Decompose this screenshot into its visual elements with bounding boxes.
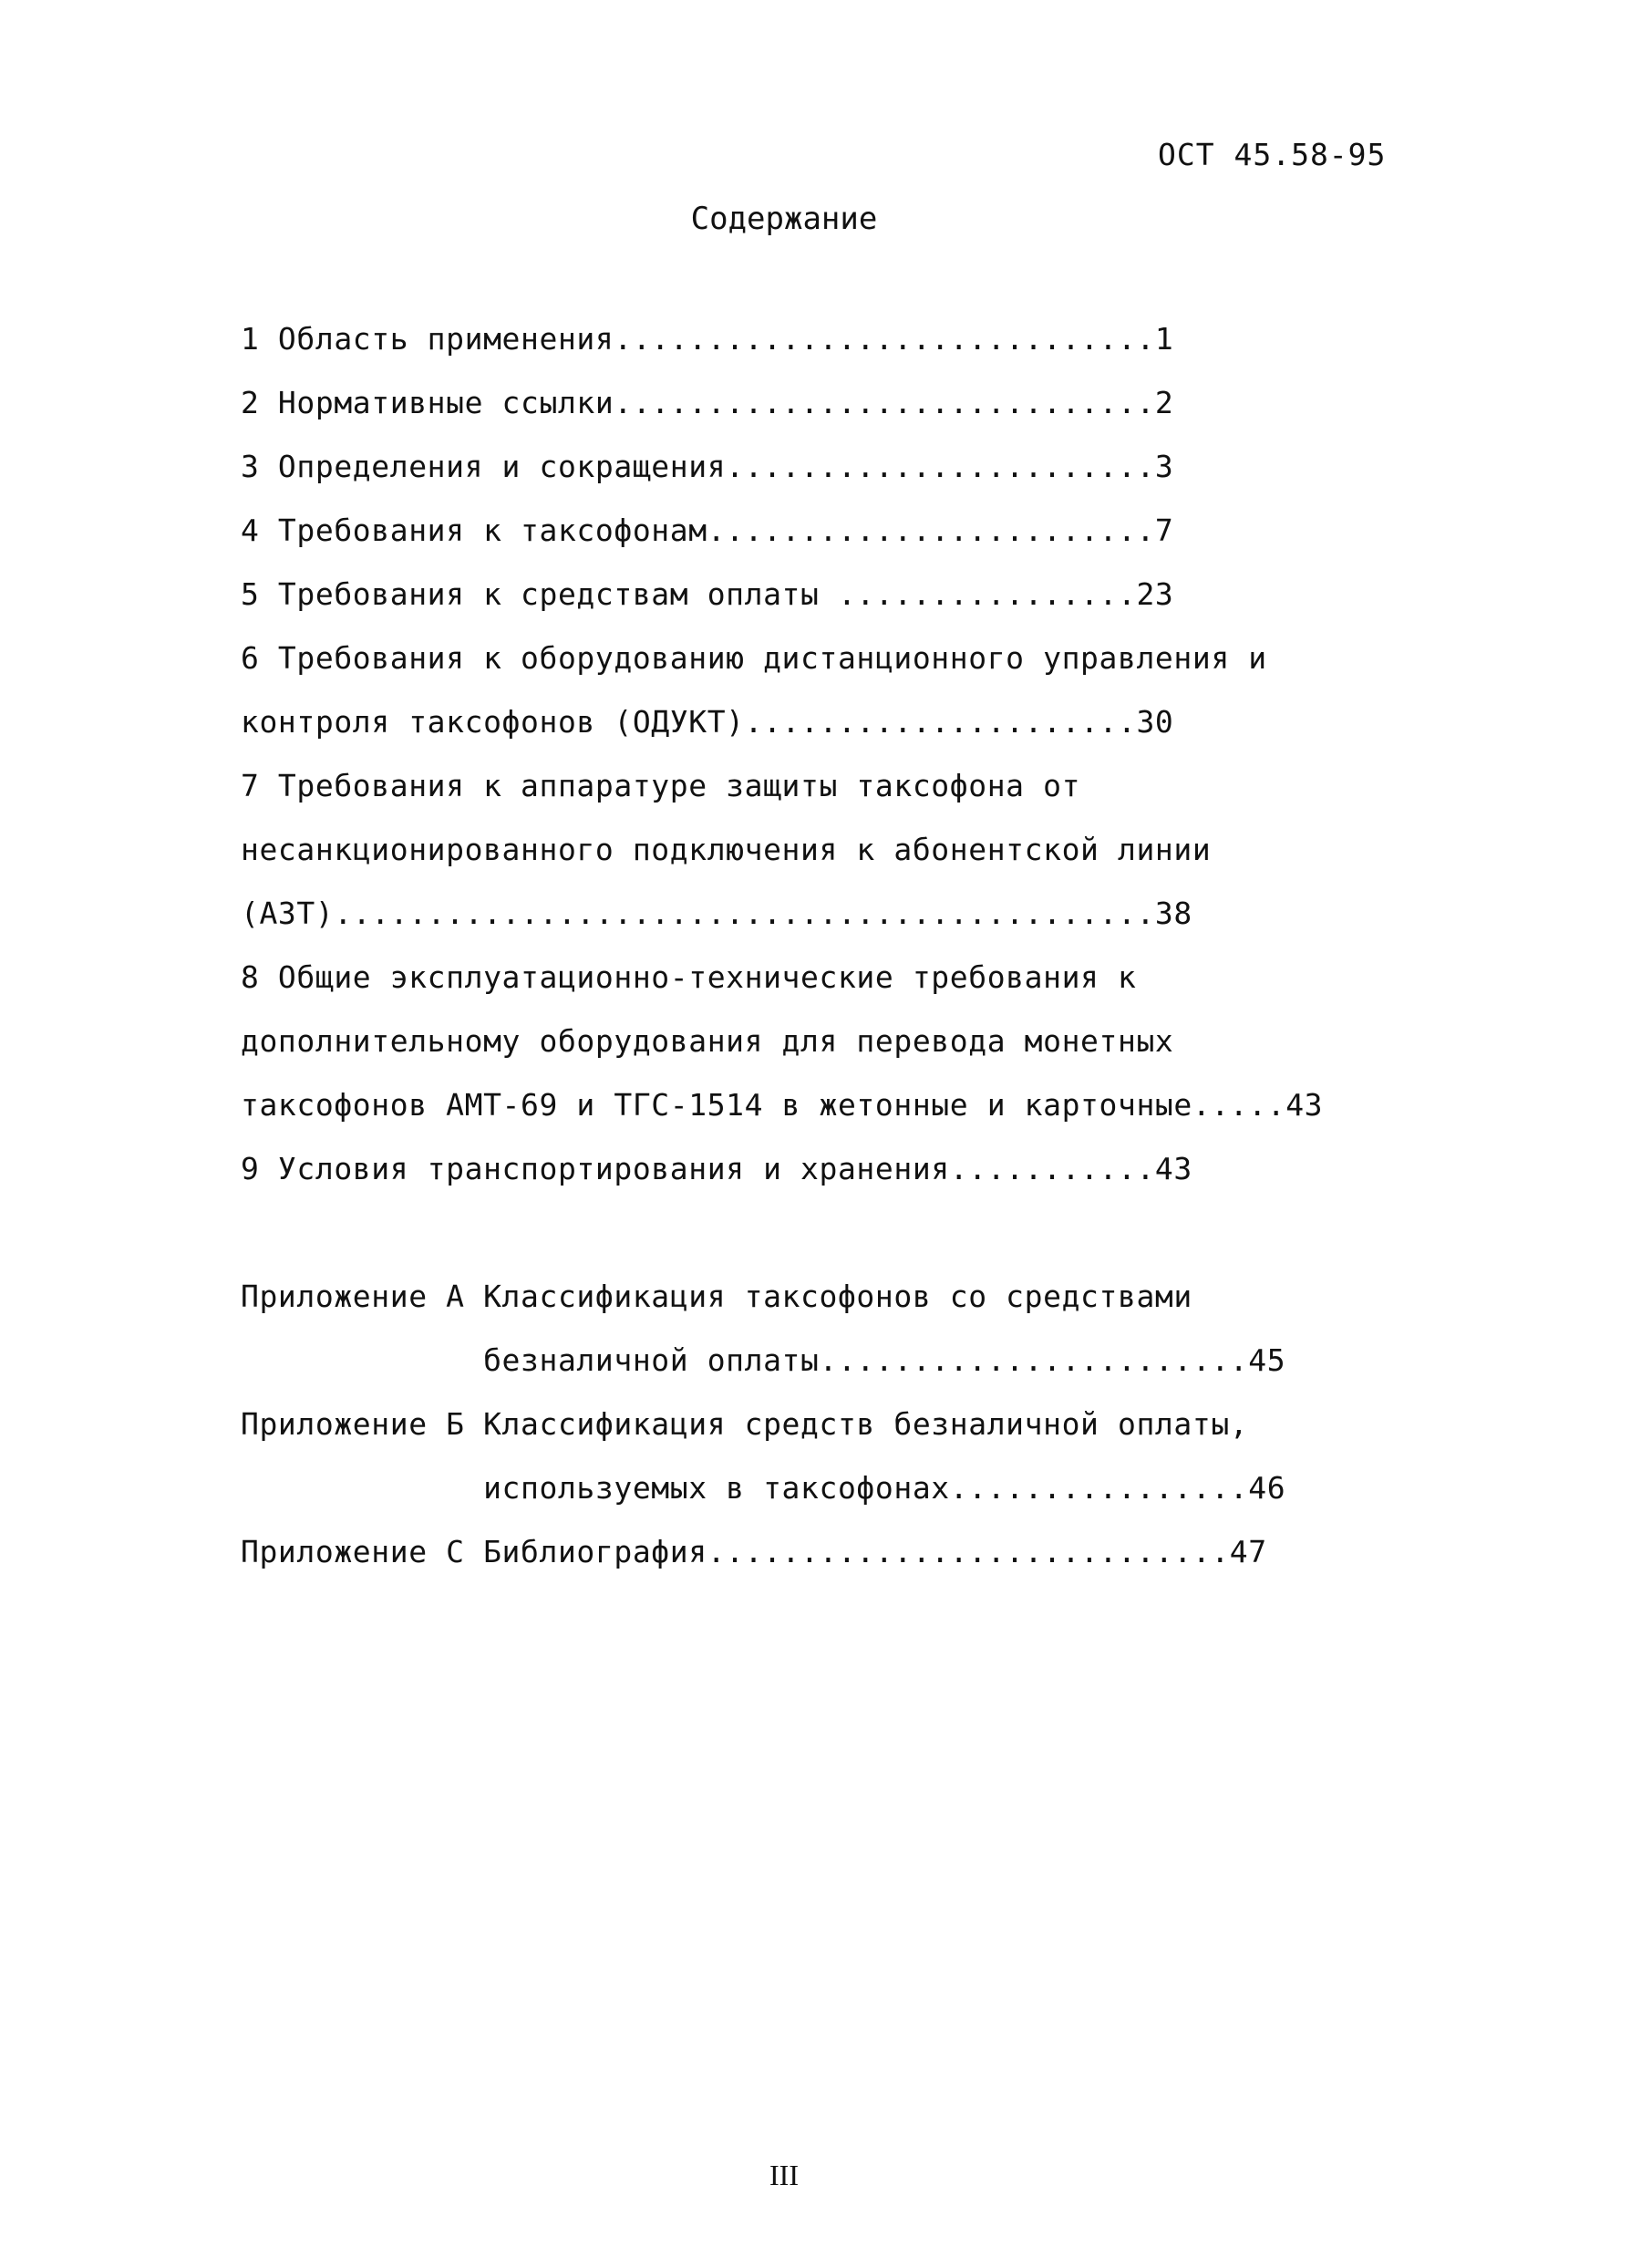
toc-entry: (АЗТ)............................................38 [241,896,1192,931]
appendix-entry: Приложение С Библиография............................47 [241,1534,1267,1569]
toc-entry: 7 Требования к аппаратуре защиты таксофона от [241,768,1081,803]
toc-entry: дополнительному оборудования для перевода монетных [241,1023,1174,1059]
toc-entry: 5 Требования к средствам оплаты ................23 [241,576,1174,612]
appendix-entry: Приложение Б Классификация средств безналичной оплаты, [241,1406,1249,1442]
page-number: III [769,2159,799,2191]
toc-entry: 8 Общие эксплуатационно-технические требования к [241,959,1137,995]
toc-entry: контроля таксофонов (ОДУКТ).....................30 [241,704,1174,740]
document-code: ОСТ 45.58-95 [1158,137,1387,172]
toc-entry: 3 Определения и сокращения.......................3 [241,449,1174,484]
toc-title: Содержание [690,201,878,237]
toc-entry: несанкционированного подключения к абонентской линии [241,832,1212,867]
toc-entry: 1 Область применения.............................1 [241,321,1174,357]
toc-entry: таксофонов АМТ-69 и ТГС-1514 в жетонные и карточные.....43 [241,1087,1324,1123]
toc-entry: 6 Требования к оборудованию дистанционного управления и [241,640,1267,676]
appendix-entry: используемых в таксофонах................46 [241,1470,1286,1506]
toc-entry: 4 Требования к таксофонам........................7 [241,513,1174,548]
toc-entry: 9 Условия транспортирования и хранения...........43 [241,1151,1192,1186]
appendix-entry: Приложение А Классификация таксофонов со средствами [241,1279,1192,1314]
toc-entry: 2 Нормативные ссылки.............................2 [241,385,1174,420]
appendix-entry: безналичной оплаты.......................45 [241,1342,1286,1378]
